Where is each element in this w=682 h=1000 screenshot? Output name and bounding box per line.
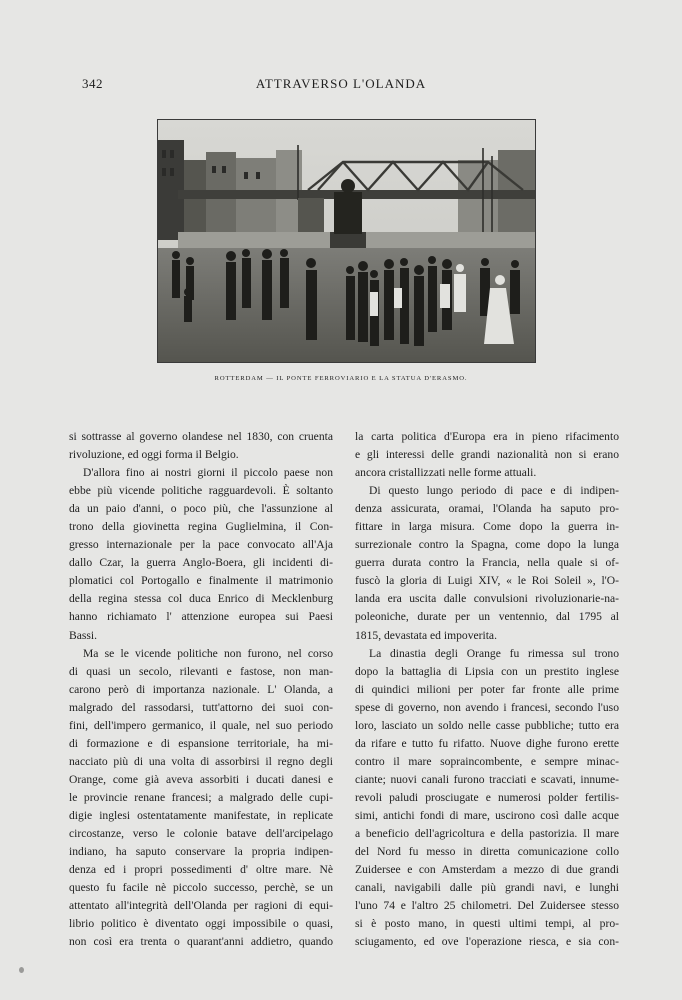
text-line: contro il mare sopraincombente, e sempre minac-	[355, 754, 619, 768]
text-line: di formazione e di espansione territoriale, ha mi-	[69, 736, 333, 750]
text-line: fuscò la gloria di Luigi XIV, « le Roi Soleil », l'O-	[355, 574, 619, 588]
text-line: ciante; nuovi canali furono tracciati e scavati, innume-	[355, 772, 619, 786]
text-line: fini, dell'impero germanico, il quale, nel suo periodo	[69, 718, 333, 732]
text-line: rivoluzione, ed oggi forma il Belgio.	[69, 448, 239, 462]
running-title: ATTRAVERSO L'OLANDA	[255, 76, 427, 91]
text-line: trono della giovinetta regina Guglielmina, il Con-	[69, 520, 333, 534]
text-line: si è posto mano, in questi ultimi tempi, al pro-	[355, 917, 619, 931]
text-line: gresso internazionale per la pace convocato all'Aja	[69, 538, 333, 552]
text-line: carono però di importanza nazionale. L' Olanda, a	[69, 682, 333, 696]
text-line: landa era uscita dalle convulsioni rivoluzionarie-na-	[355, 592, 619, 606]
text-line: digie inglesi ostentatamente manifestate, in replicate	[69, 808, 333, 822]
text-line: dopo la battaglia di Lipsia con un prestito inglese	[355, 664, 619, 678]
text-line: surrezionale contro la Spagna, come dopo la lunga	[355, 538, 619, 552]
text-line: e gli interessi delle grandi nazionalità non si erano	[355, 448, 619, 462]
photograph-rotterdam-bridge	[157, 119, 536, 363]
text-line: fittare in larga misura. Come dopo la guerra in-	[355, 520, 619, 534]
text-line: della regina stessa col duca Enrico di Mecklenburg	[69, 592, 333, 606]
text-line: poleoniche, durate per un ventennio, dal 1795 al	[355, 610, 619, 624]
text-line: loro, lasciato un soldo nelle casse pubbliche; tutto era	[355, 718, 619, 732]
scan-speck	[19, 967, 24, 973]
text-line: le provincie renane francesi; a malgrado delle cupi-	[69, 790, 333, 804]
text-line: questo fu facile nè piccolo successo, perchè, se un	[69, 881, 333, 895]
text-line: non così era trenta o quarant'anni addietro, quando	[69, 935, 333, 949]
text-line: spese di governo, non avendo i francesi, secondo l'uso	[355, 700, 619, 714]
text-line: la carta politica d'Europa era in pieno rifacimento	[355, 430, 619, 443]
text-line: ebbe più vicende politiche ragguardevoli. È soltanto	[69, 484, 333, 498]
page-number: 342	[82, 76, 103, 91]
text-line: Di questo lungo periodo di pace e di indipen-	[369, 484, 619, 498]
text-line: Bassi.	[69, 628, 98, 642]
text-line: Zuidersee e con Amsterdam a mezzo di due grandi	[355, 863, 619, 877]
text-line: da rifare e tutto fu rifatto. Nuove dighe furono erette	[355, 736, 619, 750]
text-line: Orange, come già aveva assorbiti i ducati danesi e	[69, 772, 333, 786]
text-line: hanno richiamato l' attenzione europea sui Paesi	[69, 610, 333, 624]
right-column	[355, 428, 619, 951]
text-line: denza assicurata, oramai, l'Olanda ha saputo pro-	[355, 502, 619, 516]
text-line: revoli paludi prosciugate e numerosi polder fertilis-	[355, 790, 619, 804]
left-column	[69, 428, 333, 951]
figure-caption: ROTTERDAM — IL PONTE FERROVIARIO E LA STATUA D'ERASMO.	[214, 375, 468, 382]
text-line: dallo Czar, la guerra Anglo-Boera, gli incidenti di-	[69, 556, 333, 570]
text-line: l'uno 74 e l'altro 25 chilometri. Del Zuidersee stesso	[355, 899, 619, 913]
text-line: circostanze, verso le colonie batave dell'arcipelago	[69, 827, 333, 841]
text-line: si sottrasse al governo olandese nel 1830, con cruenta	[69, 430, 333, 443]
text-line: a beneficio dell'agricoltura e della pastorizia. Il mare	[355, 827, 619, 841]
text-line: di quindici milioni per poter far fronte alle prime	[355, 682, 619, 696]
text-line: D'allora fino ai nostri giorni il piccolo paese non	[83, 466, 333, 480]
text-line: ancora cristallizzati nelle forme attuali.	[355, 466, 537, 480]
text-line: plomatici col Portogallo e finalmente il matrimonio	[69, 574, 333, 588]
text-line: denza ed i propri possedimenti d' oltre mare. Nè	[69, 863, 333, 877]
text-line: da un paio d'anni, o poco più, che l'assunzione al	[69, 502, 333, 516]
text-line: di quasi un secolo, rilevanti e fastose, non man-	[69, 664, 333, 678]
text-line: simi, antichi fondi di mare, uscirono così dalle acque	[355, 808, 619, 822]
text-line: La dinastia degli Orange fu rimessa sul trono	[369, 646, 619, 660]
text-line: guerra durata contro la Francia, nella quale si of-	[355, 556, 619, 570]
text-line: Ma se le vicende politiche non furono, nel corso	[83, 646, 333, 660]
text-line: sciugamento, ed ove l'operazione riesca, e sia con-	[355, 935, 619, 949]
text-line: indiano, ha saputo conservare la propria indipen-	[69, 845, 333, 859]
text-line: librio politico è diventato oggi impossibile o quasi,	[69, 917, 333, 931]
text-line: attentato all'integrità dell'Olanda per ragioni di equi-	[69, 899, 333, 913]
text-line: canali, navigabili dalle più grandi navi, e lunghi	[355, 881, 619, 895]
text-line: del Nord fu messo in diretta comunicazione collo	[355, 845, 619, 859]
text-line: nacciato più di una volta di assorbirsi il regno degli	[69, 754, 333, 768]
text-line: 1815, devastata ed impoverita.	[355, 628, 497, 642]
text-line: malgrado del rassodarsi, tutt'attorno dei suoi con-	[69, 700, 333, 714]
